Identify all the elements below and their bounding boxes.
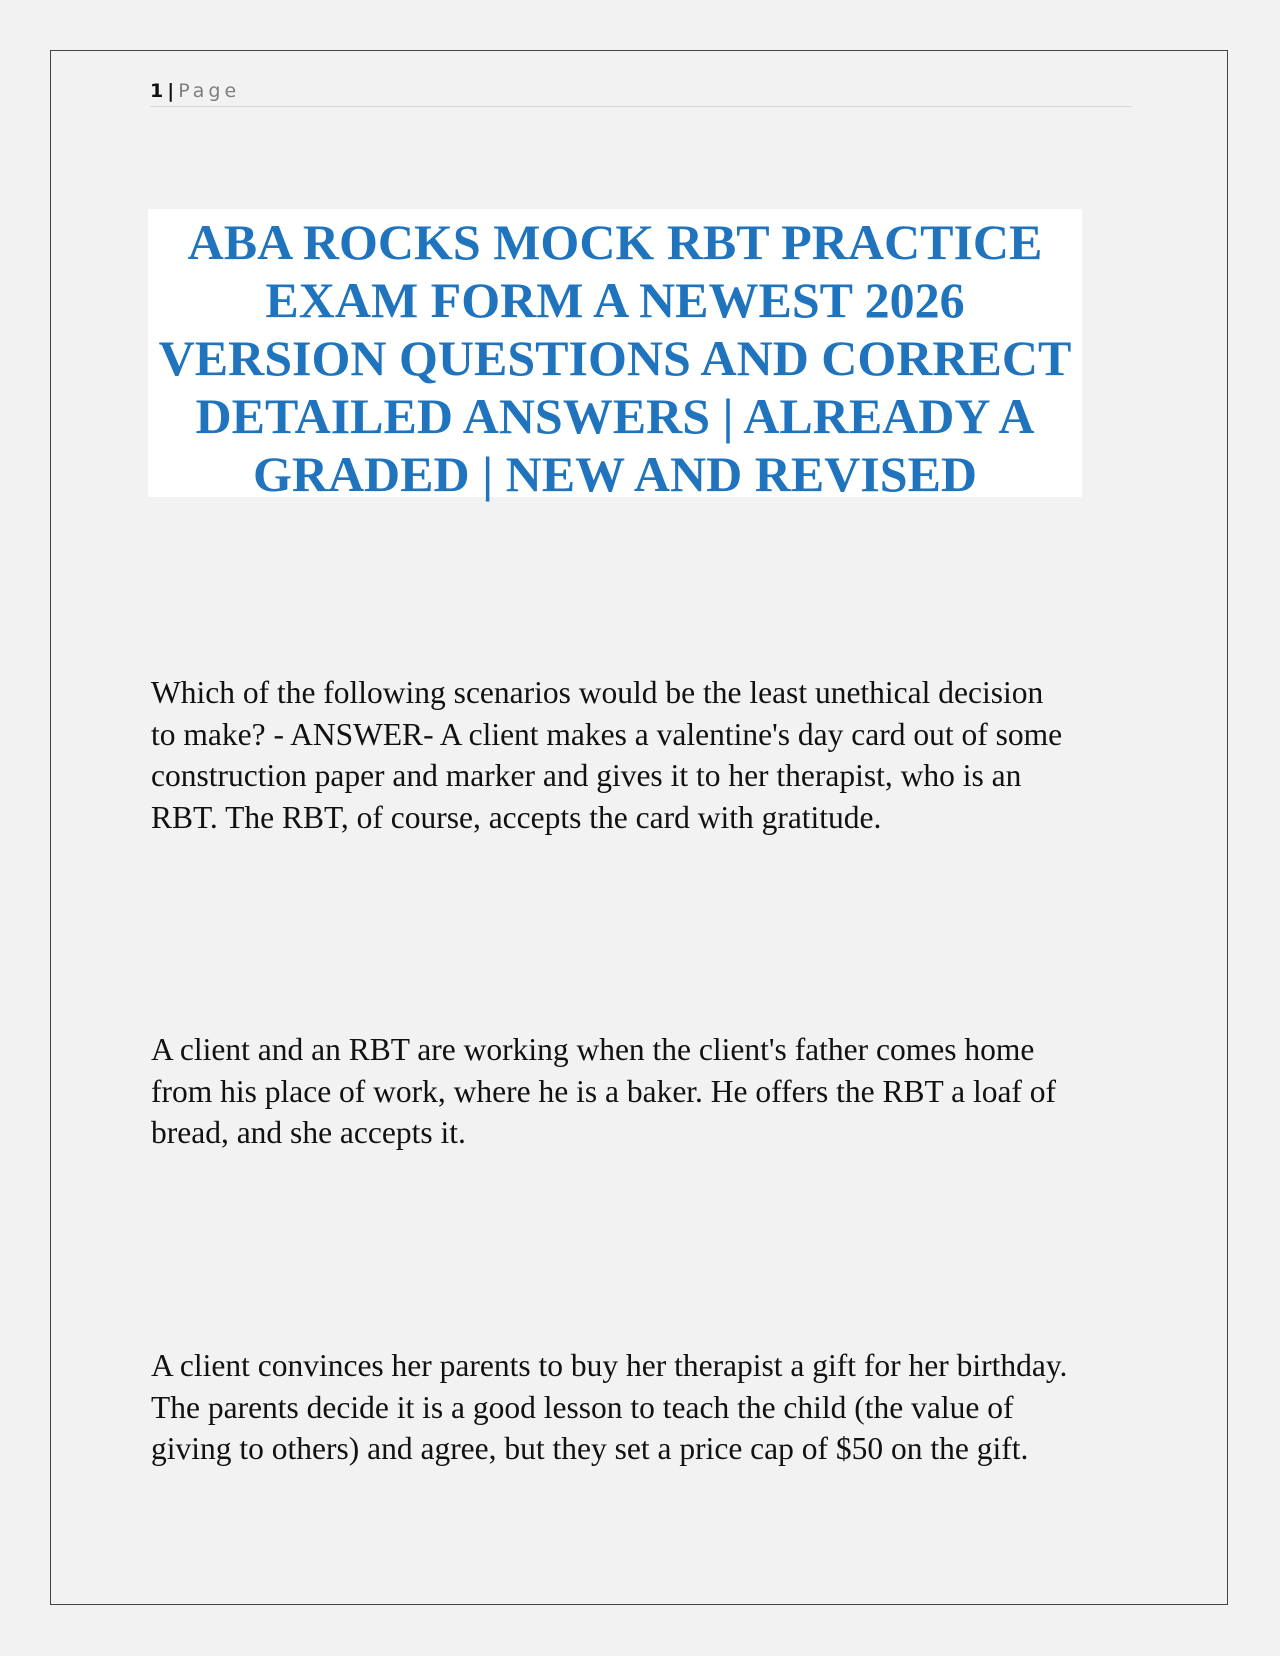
paragraph-line: bread, and she accepts it.	[151, 1115, 466, 1150]
paragraph-line: Which of the following scenarios would be the least unethical decision	[151, 675, 1044, 710]
title-line: GRADED | NEW AND REVISED	[252, 446, 978, 502]
paragraph-line: giving to others) and agree, but they set a price cap of $50 on the gift.	[151, 1431, 1029, 1466]
title-line: ABA ROCKS MOCK RBT PRACTICE	[187, 214, 1043, 270]
paragraph-line: A client and an RBT are working when the client's father comes home	[151, 1032, 1035, 1067]
document-title	[148, 209, 1082, 503]
paragraph-line: from his place of work, where he is a baker. He offers the RBT a loaf of	[151, 1073, 1057, 1109]
title-line: EXAM FORM A NEWEST 2026	[265, 272, 965, 328]
paragraph-line: A client convinces her parents to buy her therapist a gift for her birthday.	[151, 1348, 1068, 1383]
page-number: 1	[150, 80, 164, 102]
title-line: DETAILED ANSWERS | ALREADY A	[195, 388, 1035, 444]
title-box	[148, 209, 1082, 502]
title-line: VERSION QUESTIONS AND CORRECT	[158, 330, 1072, 386]
scenario-paragraph	[151, 1029, 1151, 1154]
paragraph-line: The parents decide it is a good lesson to teach the child (the value of	[151, 1389, 1014, 1425]
paragraph-line: construction paper and marker and gives it to her therapist, who is an	[151, 758, 1022, 793]
paragraph-line: to make? - ANSWER- A client makes a valentine's day card out of some	[151, 716, 1063, 752]
paragraph-line: RBT. The RBT, of course, accepts the card with gratitude.	[151, 799, 882, 835]
page-header	[150, 78, 1132, 107]
page-label: Page	[178, 80, 241, 102]
header-separator: |	[167, 80, 175, 102]
scenario-paragraph	[151, 1345, 1151, 1470]
question-answer-paragraph	[151, 672, 1151, 838]
